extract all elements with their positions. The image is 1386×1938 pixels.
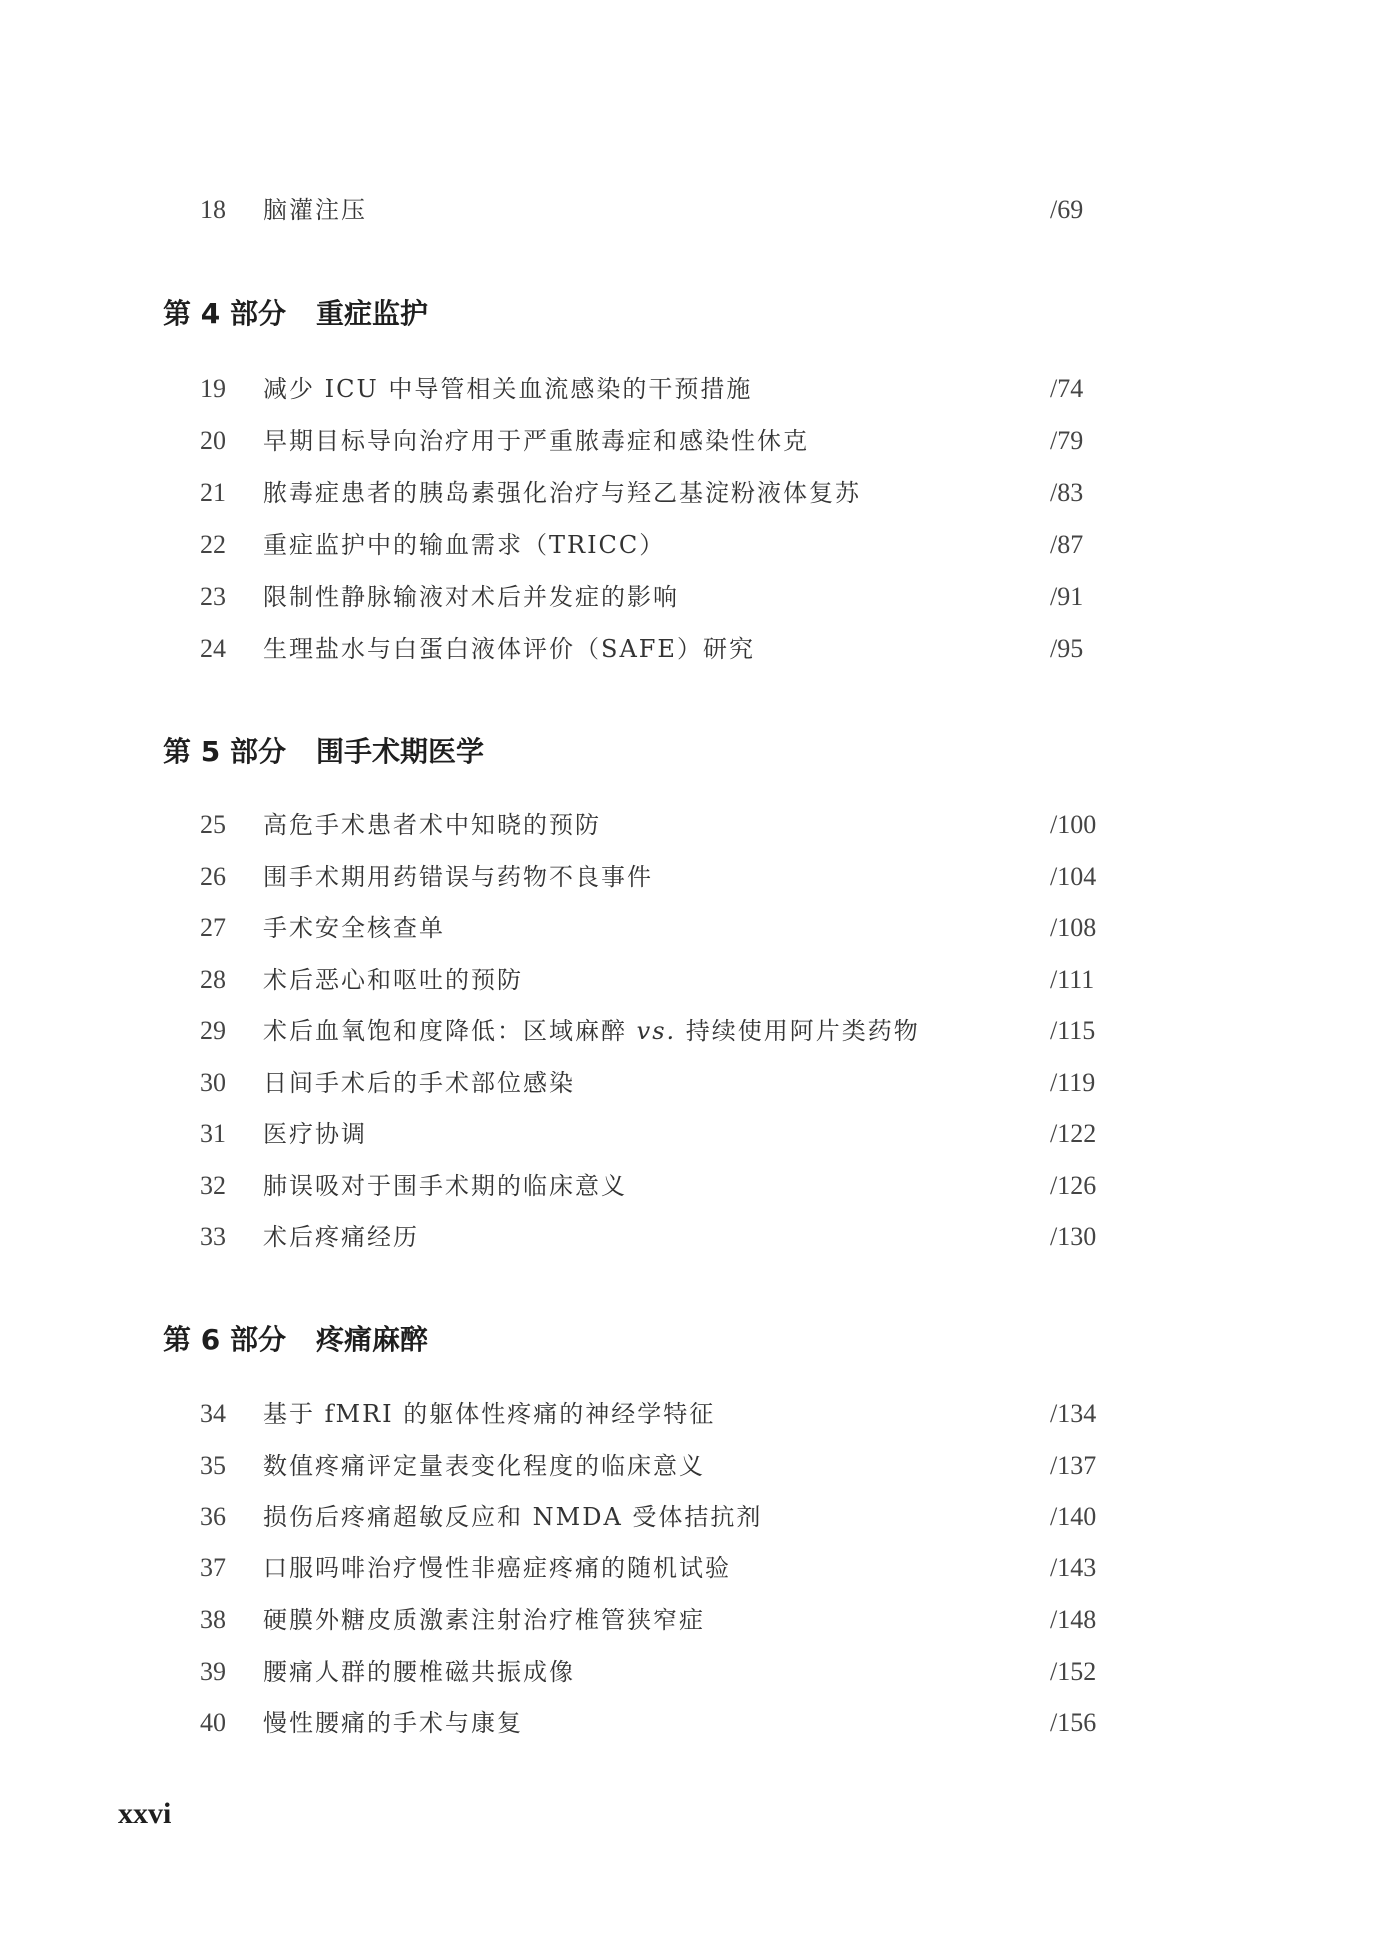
toc-entry-19[interactable] — [0, 369, 1386, 409]
part-label: 第 5 部分 — [163, 735, 286, 768]
entry-title — [263, 1011, 920, 1051]
entry-page: /156 — [1050, 1708, 1097, 1737]
entry-page: /104 — [1050, 862, 1097, 891]
entry-title: 限制性静脉输液对术后并发症的影响 — [263, 583, 679, 611]
toc-entry-31[interactable] — [0, 1114, 1386, 1154]
toc-entry-37[interactable] — [0, 1548, 1386, 1588]
entry-title: 损伤后疼痛超敏反应和 NMDA 受体拮抗剂 — [263, 1503, 763, 1531]
part-label: 第 6 部分 — [163, 1323, 286, 1356]
entry-page: /152 — [1050, 1657, 1097, 1686]
toc-entry-29[interactable] — [0, 1011, 1386, 1051]
entry-number: 38 — [200, 1605, 226, 1634]
entry-title: 口服吗啡治疗慢性非癌症疼痛的随机试验 — [263, 1554, 731, 1582]
entry-title: 术后疼痛经历 — [263, 1223, 419, 1251]
entry-number: 25 — [200, 810, 226, 839]
toc-entry-21[interactable] — [0, 473, 1386, 513]
entry-number: 34 — [200, 1399, 226, 1428]
entry-number: 22 — [200, 530, 226, 559]
entry-number: 29 — [200, 1016, 226, 1045]
toc-entry-20[interactable] — [0, 421, 1386, 461]
entry-title: 早期目标导向治疗用于严重脓毒症和感染性休克 — [263, 427, 809, 455]
entry-page: /74 — [1050, 374, 1084, 403]
entry-title: 数值疼痛评定量表变化程度的临床意义 — [263, 1452, 705, 1480]
toc-entry-24[interactable] — [0, 629, 1386, 669]
entry-number: 36 — [200, 1502, 226, 1531]
entry-page: /140 — [1050, 1502, 1097, 1531]
entry-page: /69 — [1050, 195, 1084, 224]
entry-page: /119 — [1050, 1068, 1096, 1097]
part-heading-5 — [163, 730, 484, 774]
toc-entry-26[interactable] — [0, 857, 1386, 897]
entry-title: 脓毒症患者的胰岛素强化治疗与羟乙基淀粉液体复苏 — [263, 479, 861, 507]
toc-entry-18[interactable] — [0, 190, 1386, 230]
toc-entry-22[interactable] — [0, 525, 1386, 565]
entry-page: /126 — [1050, 1171, 1097, 1200]
entry-number: 28 — [200, 965, 226, 994]
entry-number: 30 — [200, 1068, 226, 1097]
toc-entry-39[interactable] — [0, 1652, 1386, 1692]
entry-page: /122 — [1050, 1119, 1097, 1148]
entry-page: /95 — [1050, 634, 1084, 663]
entry-title: 日间手术后的手术部位感染 — [263, 1069, 575, 1097]
toc-entry-32[interactable] — [0, 1166, 1386, 1206]
part-title: 围手术期医学 — [315, 735, 484, 768]
entry-title: 重症监护中的输血需求（TRICC） — [263, 531, 666, 559]
entry-title-italic: vs. — [636, 1017, 677, 1045]
part-heading-4 — [163, 292, 428, 336]
toc-entry-34[interactable] — [0, 1394, 1386, 1434]
entry-title: 围手术期用药错误与药物不良事件 — [263, 863, 653, 891]
entry-number: 31 — [200, 1119, 226, 1148]
entry-number: 33 — [200, 1222, 226, 1251]
entry-number: 24 — [200, 634, 226, 663]
entry-title: 生理盐水与白蛋白液体评价（SAFE）研究 — [263, 635, 755, 663]
entry-page: /130 — [1050, 1222, 1097, 1251]
entry-number: 18 — [200, 195, 226, 224]
entry-title-part: 术后血氧饱和度降低：区域麻醉 — [263, 1017, 637, 1045]
entry-number: 32 — [200, 1171, 226, 1200]
entry-title: 基于 fMRI 的躯体性疼痛的神经学特征 — [263, 1400, 716, 1428]
entry-number: 37 — [200, 1553, 226, 1582]
entry-title: 肺误吸对于围手术期的临床意义 — [263, 1172, 627, 1200]
part-title: 重症监护 — [315, 297, 428, 330]
part-title: 疼痛麻醉 — [315, 1323, 428, 1356]
entry-page: /79 — [1050, 426, 1084, 455]
entry-title: 减少 ICU 中导管相关血流感染的干预措施 — [263, 375, 753, 403]
entry-number: 35 — [200, 1451, 226, 1480]
toc-entry-25[interactable] — [0, 805, 1386, 845]
entry-title: 高危手术患者术中知晓的预防 — [263, 811, 601, 839]
entry-number: 19 — [200, 374, 226, 403]
toc-entry-28[interactable] — [0, 960, 1386, 1000]
entry-page: /87 — [1050, 530, 1084, 559]
entry-number: 40 — [200, 1708, 226, 1737]
toc-entry-30[interactable] — [0, 1063, 1386, 1103]
toc-entry-35[interactable] — [0, 1446, 1386, 1486]
entry-title: 脑灌注压 — [263, 196, 367, 224]
toc-entry-40[interactable] — [0, 1703, 1386, 1743]
entry-title: 医疗协调 — [263, 1120, 367, 1148]
entry-page: /148 — [1050, 1605, 1097, 1634]
toc-entry-38[interactable] — [0, 1600, 1386, 1640]
entry-title: 术后恶心和呕吐的预防 — [263, 966, 523, 994]
entry-page: /108 — [1050, 913, 1097, 942]
entry-page: /137 — [1050, 1451, 1097, 1480]
entry-title: 腰痛人群的腰椎磁共振成像 — [263, 1658, 575, 1686]
entry-page: /91 — [1050, 582, 1084, 611]
toc-entry-33[interactable] — [0, 1217, 1386, 1257]
toc-entry-27[interactable] — [0, 908, 1386, 948]
entry-title-part: 持续使用阿片类药物 — [676, 1017, 920, 1045]
entry-number: 39 — [200, 1657, 226, 1686]
entry-title: 硬膜外糖皮质激素注射治疗椎管狭窄症 — [263, 1606, 705, 1634]
part-label: 第 4 部分 — [163, 297, 286, 330]
entry-number: 21 — [200, 478, 226, 507]
page-folio: xxvi — [118, 1797, 172, 1830]
entry-page: /134 — [1050, 1399, 1097, 1428]
toc-entry-23[interactable] — [0, 577, 1386, 617]
part-heading-6 — [163, 1318, 428, 1362]
entry-page: /111 — [1050, 965, 1095, 994]
entry-number: 20 — [200, 426, 226, 455]
entry-page: /83 — [1050, 478, 1084, 507]
entry-title: 慢性腰痛的手术与康复 — [263, 1709, 523, 1737]
toc-entry-36[interactable] — [0, 1497, 1386, 1537]
entry-title: 手术安全核查单 — [263, 914, 445, 942]
entry-number: 23 — [200, 582, 226, 611]
entry-page: /115 — [1050, 1016, 1096, 1045]
entry-number: 27 — [200, 913, 226, 942]
entry-number: 26 — [200, 862, 226, 891]
entry-page: /100 — [1050, 810, 1097, 839]
entry-page: /143 — [1050, 1553, 1097, 1582]
